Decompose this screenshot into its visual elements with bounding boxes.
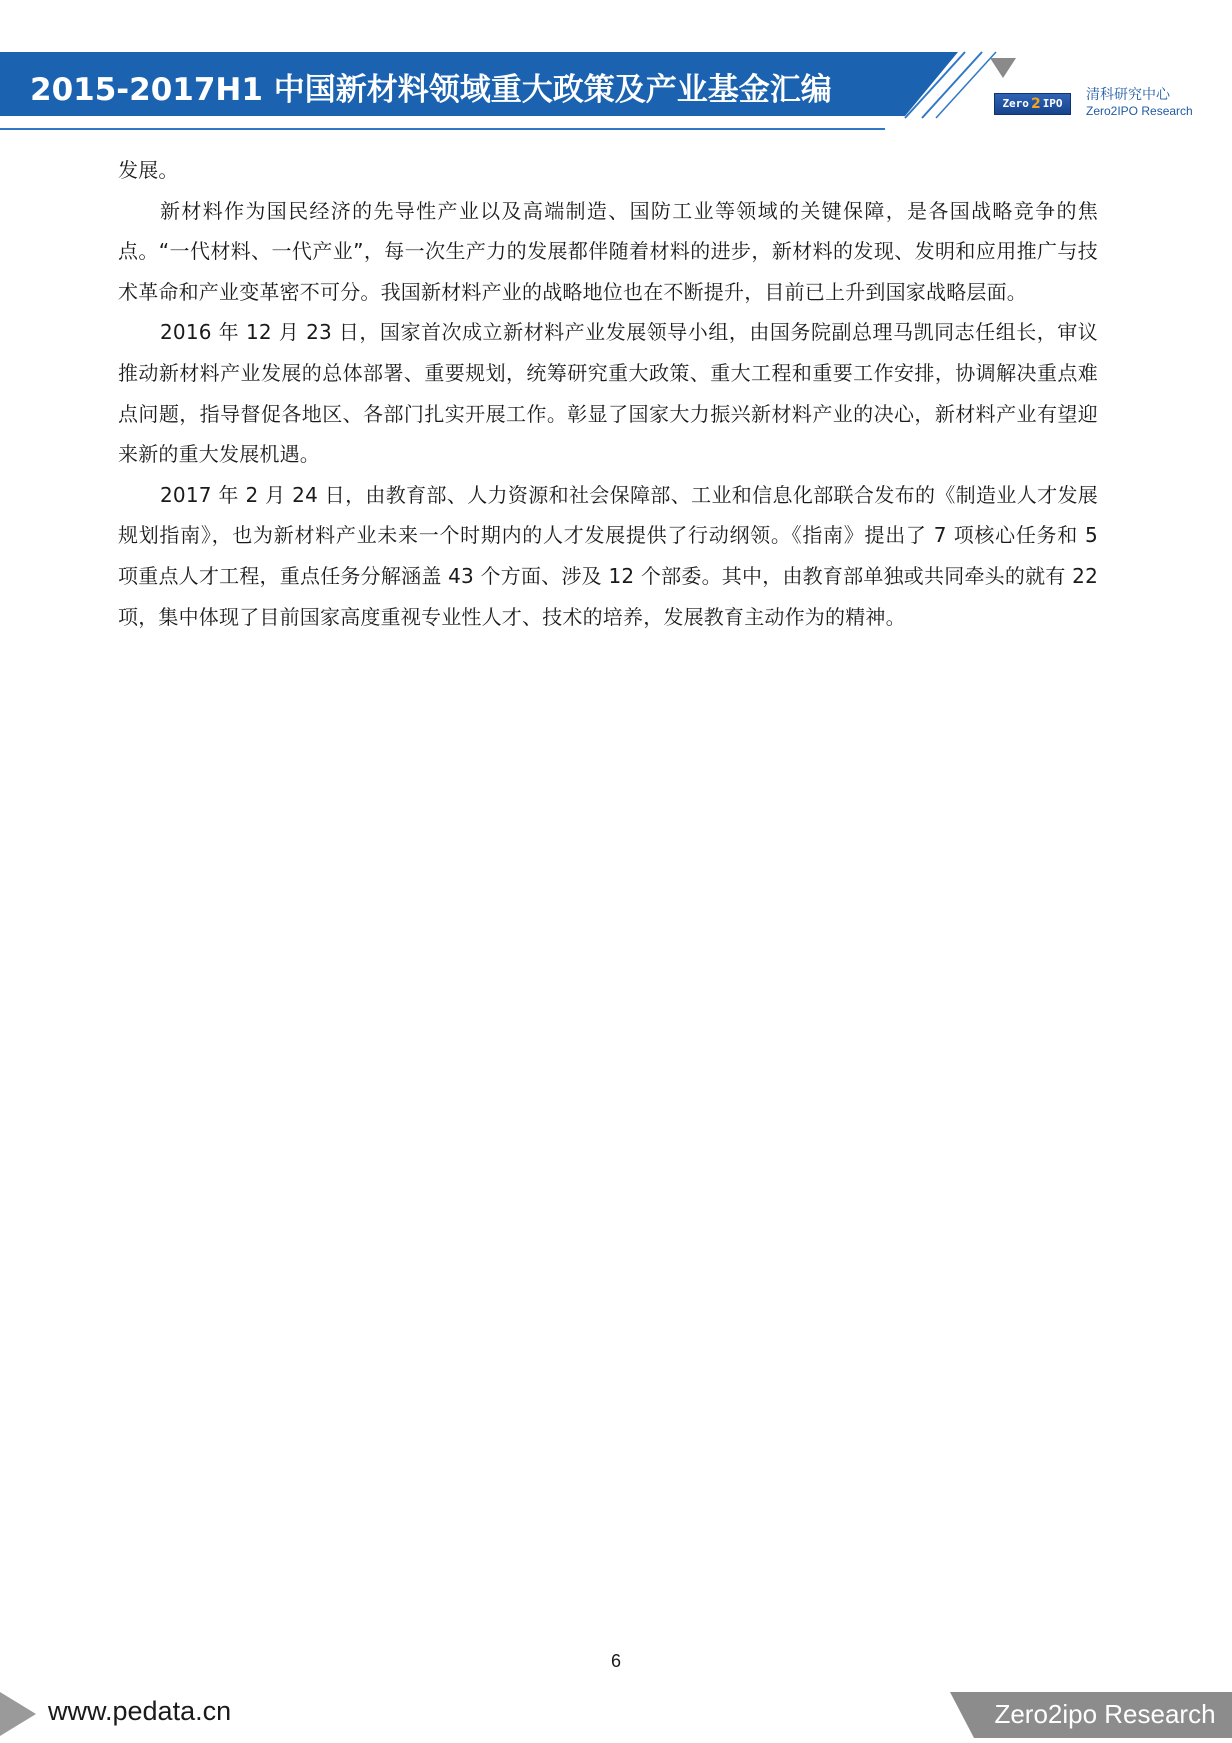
logo-ipo-text: IPO (1042, 97, 1063, 110)
footer-brand-text: Zero2ipo Research (994, 1699, 1216, 1729)
footer-url-link[interactable]: www.pedata.cn (48, 1696, 232, 1726)
document-body (118, 150, 1098, 637)
paragraph: 新材料作为国民经济的先导性产业以及高端制造、国防工业等领域的关键保障，是各国战略竞争的焦点。“一代材料、一代产业”，每一次生产力的发展都伴随着材料的进步，新材料的发现、发明和应用推广与技术革命和产业变革密不可分。我国新材料产业的战略地位也在不断提升，目前已上升到国家战略层面。 (118, 198, 1098, 304)
zero2ipo-logo (994, 93, 1071, 115)
paragraph: 2016 年 12 月 23 日，国家首次成立新材料产业发展领导小组，由国务院副总理马凯同志任组长，审议推动新材料产业发展的总体部署、重要规划，统筹研究重大政策、重大工程和重要工作安排，协调解决重点难点问题，指导督促各地区、各部门扎实开展工作。彰显了国家大力振兴新材料产业的决心，新材料产业有望迎来新的重大发展机遇。 (118, 320, 1098, 467)
logo-two-text: 2 (1030, 96, 1041, 112)
logo-name-en: Zero2IPO Research (1086, 104, 1193, 118)
page-number: 6 (610, 1651, 621, 1671)
paragraph: 发展。 (118, 158, 179, 182)
logo-zero-text: Zero (1002, 97, 1029, 110)
header-triangle-icon (990, 58, 1016, 78)
paragraph: 2017 年 2 月 24 日，由教育部、人力资源和社会保障部、工业和信息化部联合发布的《制造业人才发展规划指南》，也为新材料产业未来一个时期内的人才发展提供了行动纲领。《指南》提出了 7 项核心任务和 5 项重点人才工程，重点任务分解涵盖 43 个方面、涉及 12 个部委。其中，由教育部单独或共同牵头的就有 22 项，集中体现了目前国家高度重视专业性人才、技术的培养，发展教育主动作为的精神。 (118, 482, 1098, 629)
footer-arrow-icon (0, 1690, 40, 1738)
document-title: 2015-2017H1 中国新材料领域重大政策及产业基金汇编 (30, 72, 832, 108)
logo-name-cn: 清科研究中心 (1086, 87, 1170, 103)
page-header (0, 0, 1232, 140)
